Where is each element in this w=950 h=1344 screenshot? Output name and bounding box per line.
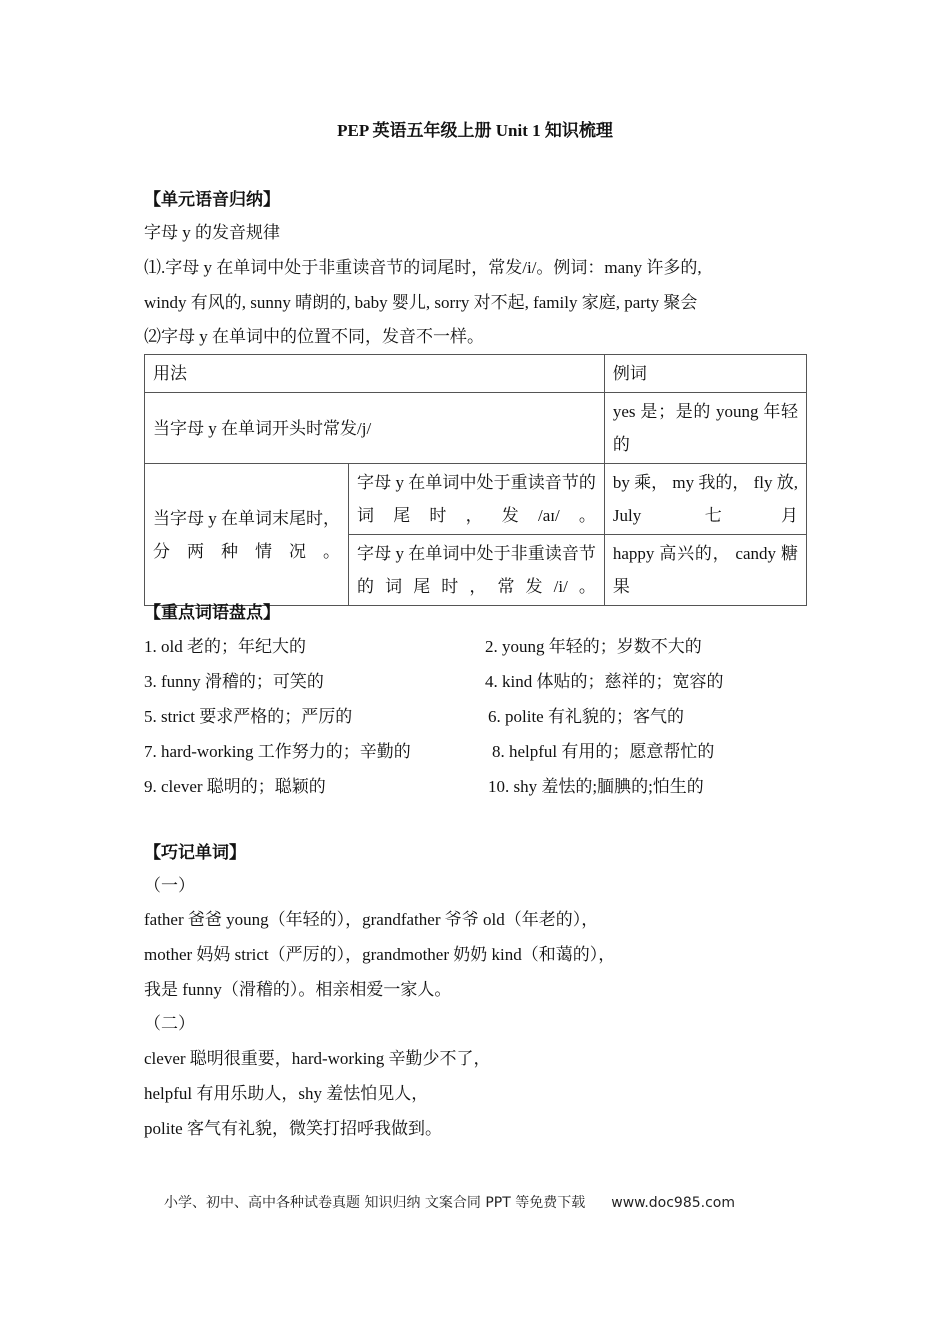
table-row <box>145 464 807 535</box>
row2b-examples: happy 高兴的， candy 糖果 <box>604 535 806 606</box>
phonics-heading: 【单元语音归纳】 <box>144 190 280 209</box>
table-row <box>145 393 807 464</box>
mnemonic-line: polite 客气有礼貌，微笑打招呼我做到。 <box>144 1119 442 1138</box>
row1-usage: 当字母 y 在单词开头时常发/j/ <box>145 393 605 464</box>
phonics-rule-1-line-2: windy 有风的, sunny 晴朗的, baby 婴儿, sorry 对不起, family 家庭, party 聚会 <box>144 293 698 312</box>
vocab-item: 3. funny 滑稽的；可笑的 <box>144 672 324 691</box>
header-usage: 用法 <box>145 355 605 393</box>
mnemonic-line: helpful 有用乐助人，shy 羞怯怕见人， <box>144 1084 429 1103</box>
footer-text: 小学、初中、高中各种试卷真题 知识归纳 文案合同 PPT 等免费下载 <box>164 1195 586 1211</box>
mnemonic-line: father 爸爸 young（年轻的），grandfather 爷爷 old（年老的）， <box>144 910 599 929</box>
mnemonic-line: 我是 funny（滑稽的）。相亲相爱一家人。 <box>144 980 452 999</box>
mnemonic-line: mother 妈妈 strict（严厉的），grandmother 奶奶 kind（和蔼的）， <box>144 945 616 964</box>
vocab-item: 7. hard-working 工作努力的；辛勤的 <box>144 742 411 761</box>
phonics-rule-2: ⑵字母 y 在单词中的位置不同，发音不一样。 <box>144 327 484 346</box>
row2a-detail: 字母 y 在单词中处于重读音节的词尾时，发/aɪ/。 <box>349 464 605 535</box>
phonics-rule-1-line-1: ⑴.字母 y 在单词中处于非重读音节的词尾时，常发/i/。例词：many 许多的, <box>144 258 702 277</box>
header-examples: 例词 <box>604 355 806 393</box>
vocab-item: 2. young 年轻的；岁数不大的 <box>485 637 702 656</box>
row2a-examples: by 乘， my 我的， fly 放, July 七月 <box>604 464 806 535</box>
page-title: PEP 英语五年级上册 Unit 1 知识梳理 <box>337 121 613 140</box>
row1-examples: yes 是；是的 young 年轻的 <box>604 393 806 464</box>
table-header-row <box>145 355 807 393</box>
page-footer <box>164 1192 735 1212</box>
row2-usage: 当字母 y 在单词末尾时，分两种情况。 <box>145 464 349 606</box>
vocab-item: 6. polite 有礼貌的；客气的 <box>488 707 684 726</box>
mnemonic-heading: 【巧记单词】 <box>144 843 246 862</box>
vocab-item: 4. kind 体贴的；慈祥的；宽容的 <box>485 672 724 691</box>
mnemonic-line: clever 聪明很重要，hard-working 辛勤少不了， <box>144 1049 491 1068</box>
vocab-item: 5. strict 要求严格的；严厉的 <box>144 707 353 726</box>
vocabulary-heading: 【重点词语盘点】 <box>144 603 280 622</box>
mnemonic-part1-label: （一） <box>144 876 195 895</box>
vocab-item: 9. clever 聪明的；聪颖的 <box>144 777 326 796</box>
mnemonic-part2-label: （二） <box>144 1014 195 1033</box>
phonics-rule-table <box>144 354 807 606</box>
row2b-detail: 字母 y 在单词中处于非重读音节的词尾时，常发/i/。 <box>349 535 605 606</box>
phonics-subtitle: 字母 y 的发音规律 <box>144 223 280 242</box>
vocab-item: 1. old 老的；年纪大的 <box>144 637 306 656</box>
footer-url[interactable]: www.doc985.com <box>611 1195 735 1211</box>
vocab-item: 10. shy 羞怯的;腼腆的;怕生的 <box>488 777 704 796</box>
vocab-item: 8. helpful 有用的；愿意帮忙的 <box>492 742 715 761</box>
